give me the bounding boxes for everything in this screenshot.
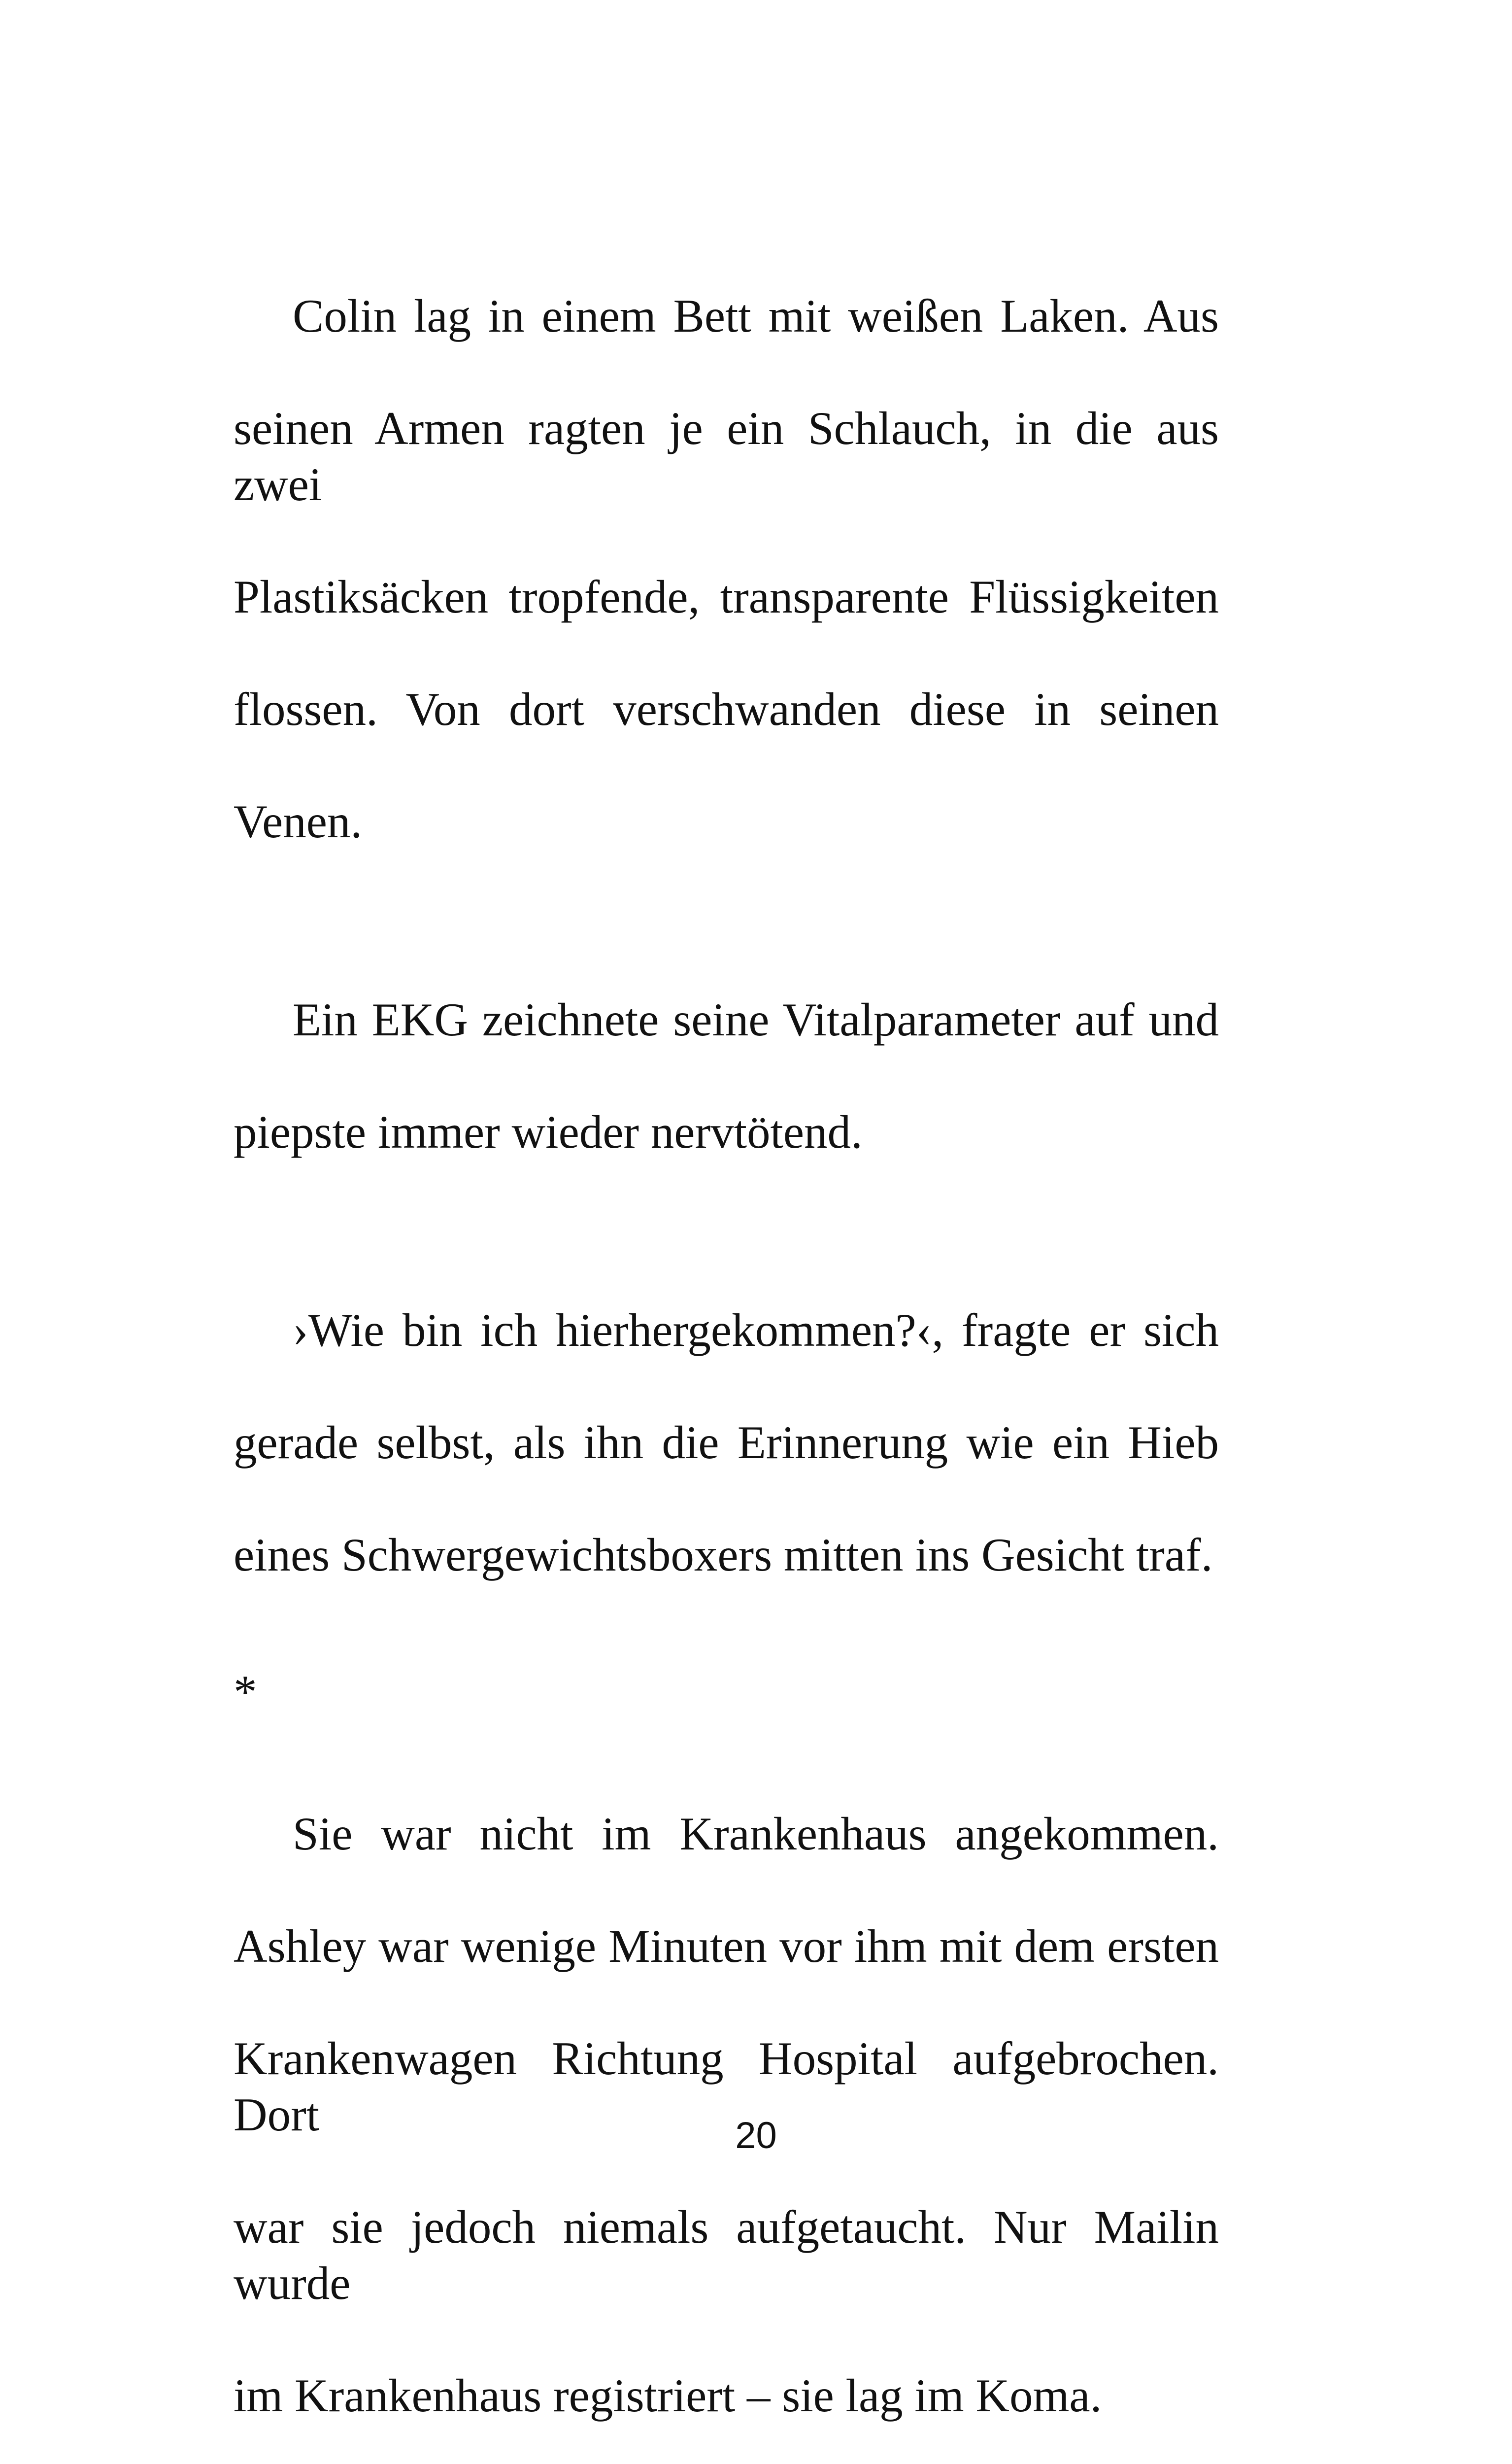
paragraph [234,232,1219,906]
page-number: 20 [735,2115,777,2156]
text-line: war sie jedoch niemals aufgetaucht. Nur Mailin wurde [234,2201,1219,2309]
text-line: Ashley war wenige Minuten vor ihm mit dem ersten [234,1920,1219,1972]
text-line: Sie war nicht im Krankenhaus angekommen. [293,1808,1219,1860]
text-line: Krankenwagen Richtung Hospital aufgebrochen. Dort [234,2032,1219,2141]
text-line: Colin lag in einem Bett mit weißen Laken. Aus [293,290,1219,342]
scene-separator: * [234,1666,257,1718]
text-line: gerade selbst, als ihn die Erinnerung wie ein Hieb [234,1416,1219,1469]
text-line: im Krankenhaus registriert – sie lag im Koma. [234,2369,1102,2422]
paragraph [234,935,1219,1216]
text-line: seinen Armen ragten je ein Schlauch, in die aus zwei [234,402,1219,511]
text-line: Venen. [234,795,363,848]
text-line: flossen. Von dort verschwanden diese in seinen [234,683,1219,735]
text-line: Ein EKG zeichnete seine Vitalparameter auf und [293,993,1219,1046]
text-line: ›Wie bin ich hierhergekommen?‹, fragte er sich [293,1304,1219,1356]
text-line: piepste immer wieder nervtötend. [234,1106,863,1158]
text-line: eines Schwergewichtsboxers mitten ins Gesicht traf. [234,1529,1213,1581]
paragraph [234,1749,1219,2464]
text-line: Plastiksäcken tropfende, transparente Flüssigkeiten [234,571,1219,623]
paragraph [234,1246,1219,1639]
